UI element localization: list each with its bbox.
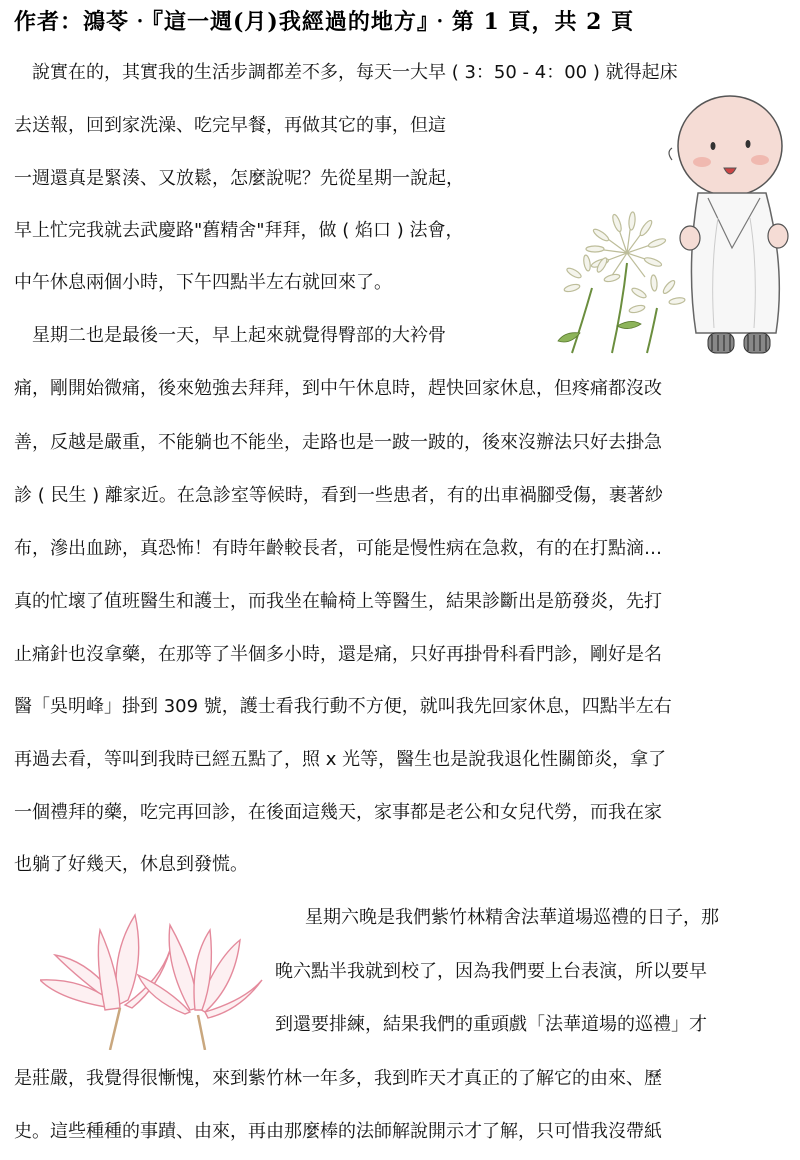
- text-line: 星期六晚是我們紫竹林精舍法華道場巡禮的日子，那: [305, 907, 719, 928]
- text-line: 史。這些種種的事蹟、由來，再由那麼棒的法師解說開示才了解，只可惜我沒帶紙: [14, 1121, 662, 1142]
- text-line: 去送報，回到家洗澡、吃完早餐，再做其它的事，但這: [14, 115, 446, 136]
- text-line: 醫「吳明峰」掛到 309 號，護士看我行動不方便，就叫我先回家休息，四點半左右: [14, 696, 672, 717]
- page-header: 作者：鴻苓‧『這一週(月)我經過的地方』‧第 1 頁，共 2 頁: [14, 9, 635, 35]
- text-line: 善，反越是嚴重，不能躺也不能坐，走路也是一跛一跛的，後來沒辦法只好去掛急: [14, 432, 662, 453]
- text-line: 一週還真是緊湊、又放鬆，怎麼說呢？先從星期一說起，: [14, 168, 464, 189]
- text-line: 診 ( 民生 ) 離家近。在急診室等候時，看到一些患者，有的出車禍腳受傷，裹著紗: [14, 485, 663, 506]
- text-line: 星期二也是最後一天，早上起來就覺得臀部的大衿骨: [14, 325, 446, 346]
- lotus-illustration: [40, 900, 265, 1050]
- text-line: 中午休息兩個小時，下午四點半左右就回來了。: [14, 272, 392, 293]
- text-line: 是莊嚴，我覺得很慚愧，來到紫竹林一年多，我到昨天才真正的了解它的由來、歷: [14, 1068, 662, 1089]
- text-line: 止痛針也沒拿藥，在那等了半個多小時，還是痛，只好再掛骨科看門診，剛好是名: [14, 644, 662, 665]
- monk-cartoon-illustration: [668, 88, 798, 363]
- text-line: 布，滲出血跡，真恐怖！有時年齡較長者，可能是慢性病在急救，有的在打點滴…: [14, 538, 662, 559]
- text-line: 晚六點半我就到校了，因為我們要上台表演，所以要早: [275, 961, 707, 982]
- text-line: 再過去看，等叫到我時已經五點了，照 x 光等，醫生也是說我退化性關節炎，拿了: [14, 749, 667, 770]
- text-line: 也躺了好幾天，休息到發慌。: [14, 854, 248, 875]
- text-line: 說實在的，其實我的生活步調都差不多，每天一大早 ( 3：50 - 4：00 ) 就得起床: [14, 62, 678, 83]
- text-line: 痛，剛開始微痛，後來勉強去拜拜，到中午休息時，趕快回家休息，但疼痛都沒改: [14, 378, 662, 399]
- text-line: 到還要排練，結果我們的重頭戲「法華道場的巡禮」才: [275, 1014, 707, 1035]
- text-line: 真的忙壞了值班醫生和護士，而我坐在輪椅上等醫生，結果診斷出是筋發炎，先打: [14, 591, 662, 612]
- text-line: 早上忙完我就去武慶路"舊精舍"拜拜，做 ( 焰口 ) 法會，: [14, 220, 464, 241]
- text-line: 一個禮拜的藥，吃完再回診，在後面這幾天，家事都是老公和女兒代勞，而我在家: [14, 802, 662, 823]
